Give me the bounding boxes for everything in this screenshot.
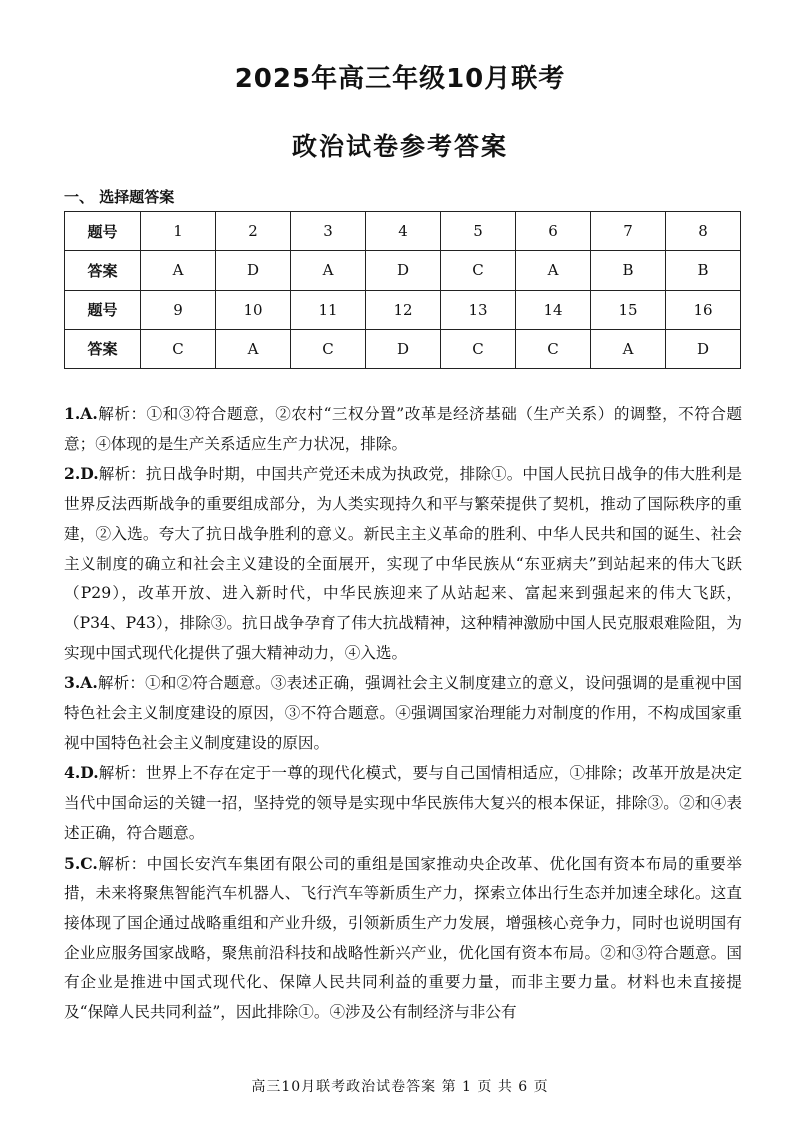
answer-table [64, 211, 741, 369]
explanation-paragraph [64, 668, 742, 758]
row-label: 题号 [65, 290, 141, 329]
question-number-cell: 4 [366, 212, 441, 251]
explanation-label: 4.D. [64, 763, 99, 783]
page-footer: 高三10月联考政治试卷答案 第 1 页 共 6 页 [251, 1079, 549, 1095]
answer-cell: A [516, 251, 591, 290]
explanation-label: 2.D. [64, 464, 99, 484]
answer-cell: B [591, 251, 666, 290]
explanation-label: 3.A. [64, 673, 98, 693]
answer-row [65, 329, 741, 368]
explanation-text: 解析：中国长安汽车集团有限公司的重组是国家推动央企改革、优化国有资本布局的重要举措，未来将聚焦智能汽车机器人、飞行汽车等新质生产力，探索立体出行生态并加速全球化。这直接体现了国企通过战略重组和产业升级，引领新质生产力发展，增强核心竞争力，同时也说明国有企业应服务国家战略，聚焦前沿科技和战略性新兴产业，优化国有资本布局。②和③符合题意。国有企业是推进中国式现代化、保障人民共同利益的重要力量，而非主要力量。材料也未直接提及“保障人民共同利益”，因此排除①。④涉及公有制经济与非公有 [64, 854, 742, 1022]
answer-cell: C [516, 329, 591, 368]
document-subtitle: 政治试卷参考答案 [291, 132, 508, 161]
explanation-paragraph [64, 399, 742, 459]
question-number-row [65, 290, 741, 329]
question-number-cell: 9 [141, 290, 216, 329]
row-label: 答案 [65, 251, 141, 290]
explanation-text: 解析：抗日战争时期，中国共产党还未成为执政党，排除①。中国人民抗日战争的伟大胜利是世界反法西斯战争的重要组成部分，为人类实现持久和平与繁荣提供了契机，推动了国际秩序的重建，②入选。夸大了抗日战争胜利的意义。新民主主义革命的胜利、中华人民共和国的诞生、社会主义制度的确立和社会主义建设的全面展开，实现了中华民族从“东亚病夫”到站起来的伟大飞跃（P29），改革开放、进入新时代，中华民族迎来了从站起来、富起来到强起来的伟大飞跃，（P34、P43），排除③。抗日战争孕育了伟大抗战精神，这种精神激励中国人民克服艰难险阻，为实现中国式现代化提供了强大精神动力，④入选。 [64, 465, 742, 662]
section-heading-choice: 一、 选择题答案 [64, 188, 175, 206]
question-number-cell: 15 [591, 290, 666, 329]
answer-row [65, 251, 741, 290]
answer-cell: B [666, 251, 741, 290]
question-number-cell: 1 [141, 212, 216, 251]
question-number-cell: 10 [216, 290, 291, 329]
explanation-label: 5.C. [64, 853, 98, 873]
answer-cell: A [591, 329, 666, 368]
answer-table-body [65, 212, 741, 369]
question-number-row [65, 212, 741, 251]
question-number-cell: 14 [516, 290, 591, 329]
question-number-cell: 12 [366, 290, 441, 329]
answer-cell: D [666, 329, 741, 368]
question-number-cell: 3 [291, 212, 366, 251]
question-number-cell: 2 [216, 212, 291, 251]
answer-cell: A [141, 251, 216, 290]
answer-cell: D [216, 251, 291, 290]
question-number-cell: 13 [441, 290, 516, 329]
answer-cell: A [291, 251, 366, 290]
explanation-text: 解析：世界上不存在定于一尊的现代化模式，要与自己国情相适应，①排除；改革开放是决定当代中国命运的关键一招，坚持党的领导是实现中华民族伟大复兴的根本保证，排除③。②和④表述正确，符合题意。 [64, 764, 742, 842]
answer-cell: C [441, 329, 516, 368]
explanation-paragraph [64, 459, 742, 668]
answer-cell: D [366, 251, 441, 290]
explanation-label: 1.A. [64, 404, 98, 423]
explanation-text: 解析：①和③符合题意，②农村“三权分置”改革是经济基础（生产关系）的调整，不符合题意；④体现的是生产关系适应生产力状况，排除。 [64, 405, 742, 453]
question-number-cell: 11 [291, 290, 366, 329]
question-number-cell: 6 [516, 212, 591, 251]
document-title: 2025年高三年级10月联考 [234, 64, 566, 94]
answer-cell: C [291, 329, 366, 368]
answer-cell: A [216, 329, 291, 368]
question-number-cell: 8 [666, 212, 741, 251]
answer-cell: C [141, 329, 216, 368]
row-label: 题号 [65, 212, 141, 251]
question-number-cell: 16 [666, 290, 741, 329]
explanation-text: 解析：①和②符合题意。③表述正确，强调社会主义制度建立的意义，设问强调的是重视中国特色社会主义制度建设的原因，③不符合题意。④强调国家治理能力对制度的作用，不构成国家重视中国特色社会主义制度建设的原因。 [64, 674, 742, 752]
row-label: 答案 [65, 329, 141, 368]
explanation-paragraph [64, 758, 742, 848]
question-number-cell: 7 [591, 212, 666, 251]
answer-cell: D [366, 329, 441, 368]
explanation-paragraph [64, 849, 742, 1028]
answer-cell: C [441, 251, 516, 290]
question-number-cell: 5 [441, 212, 516, 251]
explanations-body [64, 399, 742, 1028]
